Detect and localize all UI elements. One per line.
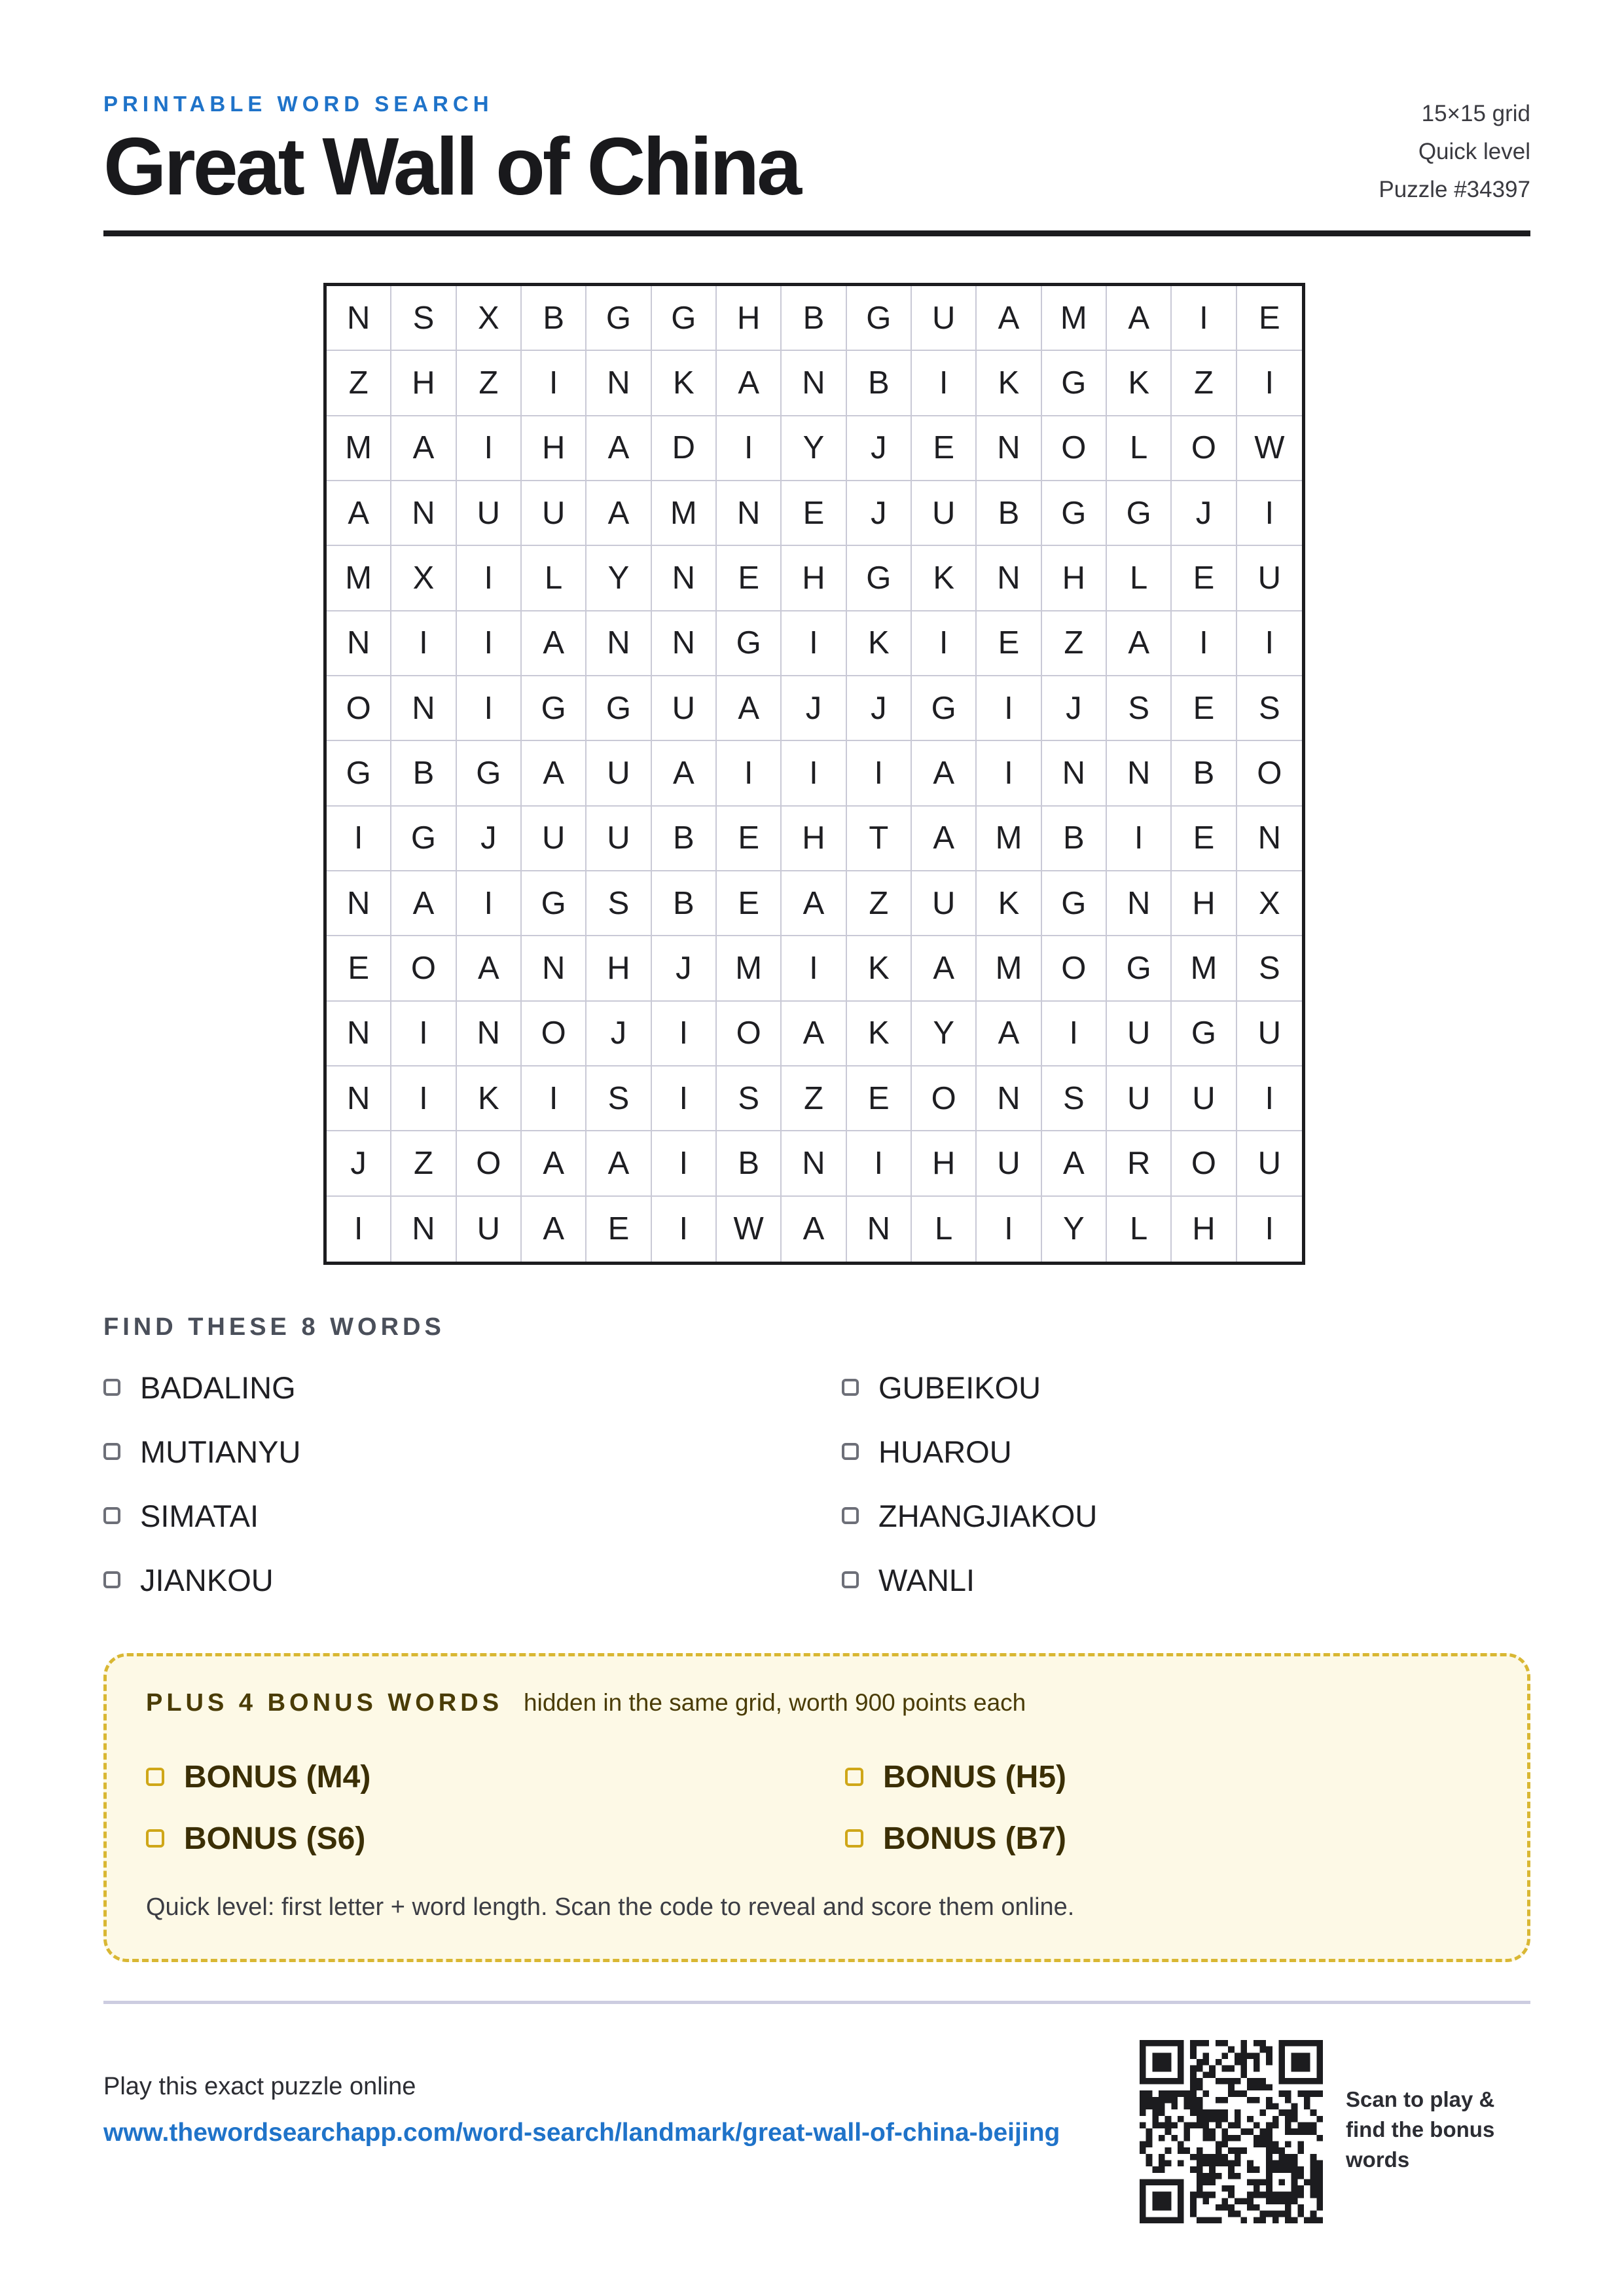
page-title: Great Wall of China bbox=[103, 122, 800, 212]
word-item[interactable] bbox=[103, 1368, 842, 1406]
grid-cell[interactable]: E bbox=[782, 481, 846, 546]
grid-cell[interactable]: H bbox=[391, 351, 456, 416]
grid-cell[interactable]: I bbox=[977, 1197, 1041, 1262]
word-item[interactable] bbox=[842, 1561, 1530, 1599]
qr-code-icon[interactable] bbox=[1140, 2040, 1323, 2223]
grid-cell[interactable]: X bbox=[457, 286, 522, 351]
grid-cell[interactable]: N bbox=[652, 546, 717, 611]
grid-cell[interactable]: K bbox=[977, 871, 1041, 936]
grid-cell[interactable]: I bbox=[847, 1131, 912, 1196]
grid-cell[interactable]: R bbox=[1107, 1131, 1172, 1196]
grid-cell[interactable]: U bbox=[1172, 1066, 1236, 1131]
grid-cell[interactable]: M bbox=[1042, 286, 1107, 351]
grid-cell[interactable]: A bbox=[977, 286, 1041, 351]
grid-cell[interactable]: I bbox=[327, 807, 391, 871]
grid-cell[interactable]: N bbox=[652, 611, 717, 676]
grid-cell[interactable]: Y bbox=[1042, 1197, 1107, 1262]
bonus-word-item[interactable] bbox=[146, 1819, 845, 1857]
grid-cell[interactable]: D bbox=[652, 416, 717, 481]
grid-cell[interactable]: L bbox=[1107, 1197, 1172, 1262]
checkbox-icon[interactable] bbox=[845, 1829, 863, 1848]
grid-cell[interactable]: A bbox=[327, 481, 391, 546]
grid-cell[interactable]: N bbox=[977, 416, 1041, 481]
grid-cell[interactable]: G bbox=[847, 546, 912, 611]
grid-cell[interactable]: G bbox=[1107, 936, 1172, 1001]
word-label: MUTIANYU bbox=[140, 1434, 301, 1469]
grid-size-label: 15×15 grid bbox=[1421, 101, 1530, 126]
grid-cell[interactable]: G bbox=[1042, 481, 1107, 546]
checkbox-icon[interactable] bbox=[842, 1571, 859, 1588]
grid-cell[interactable]: G bbox=[1042, 351, 1107, 416]
grid-cell[interactable]: Z bbox=[847, 871, 912, 936]
grid-cell[interactable]: N bbox=[522, 936, 586, 1001]
grid-cell[interactable]: U bbox=[912, 871, 977, 936]
grid-cell[interactable]: N bbox=[327, 286, 391, 351]
word-label: HUAROU bbox=[878, 1434, 1012, 1469]
grid-cell[interactable]: G bbox=[522, 676, 586, 741]
grid-cell[interactable]: U bbox=[1237, 546, 1302, 611]
grid-cell[interactable]: A bbox=[1042, 1131, 1107, 1196]
word-item[interactable] bbox=[103, 1561, 842, 1599]
grid-cell[interactable]: H bbox=[1172, 871, 1236, 936]
grid-cell[interactable]: A bbox=[977, 1002, 1041, 1066]
grid-cell[interactable]: I bbox=[391, 1066, 456, 1131]
grid-cell[interactable]: A bbox=[717, 351, 782, 416]
grid-cell[interactable]: J bbox=[847, 416, 912, 481]
grid-cell[interactable]: J bbox=[327, 1131, 391, 1196]
grid-cell[interactable]: K bbox=[977, 351, 1041, 416]
grid-cell[interactable]: N bbox=[327, 1066, 391, 1131]
grid-cell[interactable]: G bbox=[847, 286, 912, 351]
grid-cell[interactable]: N bbox=[391, 676, 456, 741]
grid-cell[interactable]: E bbox=[1237, 286, 1302, 351]
grid-cell[interactable]: N bbox=[457, 1002, 522, 1066]
grid-cell[interactable]: Z bbox=[457, 351, 522, 416]
grid-cell[interactable]: N bbox=[1237, 807, 1302, 871]
grid-cell[interactable]: Z bbox=[391, 1131, 456, 1196]
grid-cell[interactable]: K bbox=[847, 1002, 912, 1066]
grid-cell[interactable]: U bbox=[522, 481, 586, 546]
footer-divider bbox=[103, 2001, 1530, 2004]
checkbox-icon[interactable] bbox=[103, 1443, 120, 1460]
grid-cell[interactable]: I bbox=[1237, 611, 1302, 676]
grid-cell[interactable]: U bbox=[912, 286, 977, 351]
grid-cell[interactable]: E bbox=[1172, 807, 1236, 871]
grid-cell[interactable]: K bbox=[1107, 351, 1172, 416]
grid-cell[interactable]: M bbox=[717, 936, 782, 1001]
grid-cell[interactable]: G bbox=[586, 286, 651, 351]
grid-cell[interactable]: Z bbox=[1042, 611, 1107, 676]
grid-cell[interactable]: I bbox=[457, 416, 522, 481]
grid-cell[interactable]: H bbox=[1172, 1197, 1236, 1262]
grid-cell[interactable]: I bbox=[1265, 1211, 1274, 1247]
grid-cell[interactable]: A bbox=[717, 676, 782, 741]
eyebrow-label: PRINTABLE WORD SEARCH bbox=[103, 92, 494, 116]
grid-cell[interactable]: J bbox=[782, 676, 846, 741]
grid-cell[interactable]: S bbox=[1042, 1066, 1107, 1131]
grid-cell[interactable]: H bbox=[717, 286, 782, 351]
grid-cell[interactable]: Y bbox=[782, 416, 846, 481]
word-item[interactable] bbox=[103, 1497, 842, 1535]
grid-cell[interactable]: B bbox=[652, 807, 717, 871]
grid-cell[interactable]: U bbox=[586, 741, 651, 806]
grid-cell[interactable]: O bbox=[1042, 416, 1107, 481]
grid-cell[interactable]: N bbox=[977, 1066, 1041, 1131]
grid-cell[interactable]: S bbox=[717, 1066, 782, 1131]
grid-cell[interactable]: A bbox=[782, 1197, 846, 1262]
word-item[interactable] bbox=[103, 1432, 842, 1470]
grid-cell[interactable]: H bbox=[782, 546, 846, 611]
grid-cell[interactable]: H bbox=[522, 416, 586, 481]
grid-cell[interactable]: K bbox=[847, 611, 912, 676]
checkbox-icon[interactable] bbox=[842, 1443, 859, 1460]
word-label: SIMATAI bbox=[140, 1498, 259, 1533]
grid-cell[interactable]: E bbox=[717, 871, 782, 936]
grid-cell[interactable]: I bbox=[391, 611, 456, 676]
grid-cell[interactable]: M bbox=[977, 936, 1041, 1001]
grid-cell[interactable]: I bbox=[391, 1002, 456, 1066]
grid-cell[interactable]: I bbox=[1172, 286, 1236, 351]
grid-cell[interactable]: U bbox=[1237, 1131, 1302, 1196]
checkbox-icon[interactable] bbox=[842, 1379, 859, 1396]
grid-cell[interactable]: A bbox=[522, 741, 586, 806]
grid-cell[interactable]: A bbox=[522, 1197, 586, 1262]
grid-cell[interactable]: U bbox=[522, 807, 586, 871]
grid-cell[interactable]: M bbox=[1172, 936, 1236, 1001]
grid-cell[interactable]: B bbox=[847, 351, 912, 416]
grid-cell[interactable]: I bbox=[717, 416, 782, 481]
grid-cell[interactable]: I bbox=[977, 741, 1041, 806]
grid-cell[interactable]: O bbox=[912, 1066, 977, 1131]
grid-cell[interactable]: G bbox=[912, 676, 977, 741]
grid-cell[interactable]: B bbox=[652, 871, 717, 936]
grid-cell[interactable]: K bbox=[912, 546, 977, 611]
grid-cell[interactable]: J bbox=[1172, 481, 1236, 546]
grid-cell[interactable]: O bbox=[1042, 936, 1107, 1001]
grid-cell[interactable]: G bbox=[391, 807, 456, 871]
grid-cell[interactable]: E bbox=[586, 1197, 651, 1262]
word-label: BADALING bbox=[140, 1370, 296, 1405]
grid-cell[interactable]: Z bbox=[782, 1066, 846, 1131]
grid-cell[interactable]: S bbox=[586, 871, 651, 936]
grid-cell[interactable]: I bbox=[782, 741, 846, 806]
checkbox-icon[interactable] bbox=[845, 1768, 863, 1786]
grid-cell[interactable]: I bbox=[457, 676, 522, 741]
grid-cell[interactable]: O bbox=[457, 1131, 522, 1196]
grid-cell[interactable]: A bbox=[912, 936, 977, 1001]
grid-cell[interactable]: A bbox=[1107, 611, 1172, 676]
grid-cell[interactable]: I bbox=[717, 741, 782, 806]
grid-cell[interactable]: K bbox=[652, 351, 717, 416]
grid-cell[interactable]: G bbox=[327, 741, 391, 806]
grid-cell[interactable]: N bbox=[717, 481, 782, 546]
grid-cell[interactable]: E bbox=[327, 936, 391, 1001]
grid-cell[interactable]: S bbox=[1107, 676, 1172, 741]
grid-cell[interactable]: G bbox=[652, 286, 717, 351]
grid-cell[interactable]: A bbox=[586, 1131, 651, 1196]
grid-cell[interactable]: A bbox=[391, 871, 456, 936]
letter-grid[interactable] bbox=[323, 283, 1305, 1265]
word-label: ZHANGJIAKOU bbox=[878, 1498, 1098, 1533]
bonus-subtitle: hidden in the same grid, worth 900 points each bbox=[524, 1689, 1026, 1716]
bonus-word-label: BONUS (H5) bbox=[883, 1759, 1067, 1795]
grid-cell[interactable]: Z bbox=[327, 351, 391, 416]
grid-cell[interactable]: B bbox=[717, 1131, 782, 1196]
grid-cell[interactable]: A bbox=[586, 481, 651, 546]
grid-cell[interactable]: N bbox=[977, 546, 1041, 611]
grid-cell[interactable]: B bbox=[977, 481, 1041, 546]
qr-caption: Scan to play & find the bonus words bbox=[1346, 2087, 1495, 2172]
grid-cell[interactable]: I bbox=[1172, 611, 1236, 676]
grid-cell[interactable]: L bbox=[1107, 546, 1172, 611]
grid-cell[interactable]: W bbox=[1237, 416, 1302, 481]
grid-cell[interactable]: N bbox=[327, 1002, 391, 1066]
grid-cell[interactable]: I bbox=[327, 1197, 391, 1262]
grid-cell[interactable]: G bbox=[1042, 871, 1107, 936]
grid-cell[interactable]: A bbox=[522, 1131, 586, 1196]
grid-cell[interactable]: I bbox=[652, 1002, 717, 1066]
word-label: JIANKOU bbox=[140, 1562, 274, 1597]
grid-cell[interactable]: N bbox=[586, 351, 651, 416]
grid-cell[interactable]: G bbox=[1107, 481, 1172, 546]
grid-cell[interactable]: H bbox=[586, 936, 651, 1001]
grid-cell[interactable]: H bbox=[912, 1131, 977, 1196]
word-list-heading: FIND THESE 8 WORDS bbox=[103, 1313, 445, 1341]
grid-cell[interactable]: I bbox=[977, 676, 1041, 741]
grid-cell[interactable]: U bbox=[1237, 1002, 1302, 1066]
bonus-header bbox=[146, 1689, 1026, 1717]
word-item[interactable] bbox=[842, 1432, 1530, 1470]
grid-cell[interactable]: N bbox=[391, 481, 456, 546]
grid-cell[interactable]: M bbox=[977, 807, 1041, 871]
grid-cell[interactable]: O bbox=[391, 936, 456, 1001]
grid-cell[interactable]: G bbox=[1172, 1002, 1236, 1066]
word-item[interactable] bbox=[842, 1368, 1530, 1406]
grid-cell[interactable]: S bbox=[1237, 936, 1302, 1001]
grid-cell[interactable]: M bbox=[327, 416, 391, 481]
puzzle-number-label: Puzzle #34397 bbox=[1379, 177, 1530, 202]
word-label: GUBEIKOU bbox=[878, 1370, 1041, 1405]
grid-cell[interactable]: I bbox=[1237, 351, 1302, 416]
puzzle-url-link[interactable]: www.thewordsearchapp.com/word-search/landmark/great-wall-of-china-beijing bbox=[103, 2119, 1060, 2147]
checkbox-icon[interactable] bbox=[103, 1571, 120, 1588]
grid-cell[interactable]: O bbox=[717, 1002, 782, 1066]
grid-cell[interactable]: I bbox=[782, 936, 846, 1001]
grid-cell[interactable]: I bbox=[912, 351, 977, 416]
grid-cell[interactable]: U bbox=[912, 481, 977, 546]
bonus-panel bbox=[103, 1653, 1530, 1962]
grid-cell[interactable]: S bbox=[1237, 676, 1302, 741]
grid-cell[interactable]: H bbox=[782, 807, 846, 871]
grid-cell[interactable]: G bbox=[522, 871, 586, 936]
grid-cell[interactable]: N bbox=[1042, 741, 1107, 806]
grid-cell[interactable]: S bbox=[586, 1066, 651, 1131]
grid-cell[interactable]: T bbox=[847, 807, 912, 871]
grid-cell[interactable]: S bbox=[391, 286, 456, 351]
grid-cell[interactable]: Y bbox=[912, 1002, 977, 1066]
grid-cell[interactable]: O bbox=[1237, 741, 1302, 806]
grid-cell[interactable]: X bbox=[391, 546, 456, 611]
grid-cell[interactable]: M bbox=[327, 546, 391, 611]
grid-cell[interactable]: M bbox=[652, 481, 717, 546]
header-divider bbox=[103, 230, 1530, 236]
grid-cell[interactable]: E bbox=[1172, 546, 1236, 611]
grid-cell[interactable]: I bbox=[522, 1066, 586, 1131]
grid-cell[interactable]: A bbox=[782, 1002, 846, 1066]
grid-cell[interactable]: J bbox=[1042, 676, 1107, 741]
grid-cell[interactable]: E bbox=[1172, 676, 1236, 741]
grid-cell[interactable]: G bbox=[717, 611, 782, 676]
grid-cell[interactable]: I bbox=[782, 611, 846, 676]
grid-cell[interactable]: L bbox=[912, 1197, 977, 1262]
grid-cell[interactable]: I bbox=[457, 871, 522, 936]
grid-cell[interactable]: A bbox=[391, 416, 456, 481]
grid-cell[interactable]: E bbox=[977, 611, 1041, 676]
grid-cell[interactable]: I bbox=[847, 741, 912, 806]
word-list bbox=[103, 1368, 1530, 1599]
grid-cell[interactable]: I bbox=[1237, 1066, 1302, 1131]
puzzle-page bbox=[103, 0, 1530, 2296]
grid-cell[interactable]: N bbox=[782, 351, 846, 416]
grid-cell[interactable]: J bbox=[457, 807, 522, 871]
grid-cell[interactable]: K bbox=[847, 936, 912, 1001]
grid-cell[interactable]: L bbox=[522, 546, 586, 611]
grid-cell[interactable]: U bbox=[457, 481, 522, 546]
bonus-word-label: BONUS (S6) bbox=[184, 1821, 366, 1856]
grid-cell[interactable]: I bbox=[1107, 807, 1172, 871]
checkbox-icon[interactable] bbox=[842, 1507, 859, 1524]
grid-cell[interactable]: B bbox=[1172, 741, 1236, 806]
grid-cell[interactable]: A bbox=[457, 936, 522, 1001]
grid-cell[interactable]: A bbox=[1107, 286, 1172, 351]
level-label: Quick level bbox=[1418, 139, 1530, 164]
bonus-word-item[interactable] bbox=[845, 1758, 1455, 1796]
grid-cell[interactable]: I bbox=[912, 611, 977, 676]
grid-cell[interactable]: B bbox=[391, 741, 456, 806]
play-online-label: Play this exact puzzle online bbox=[103, 2073, 416, 2100]
grid-cell[interactable]: G bbox=[586, 676, 651, 741]
grid-cell[interactable]: B bbox=[522, 286, 586, 351]
grid-cell[interactable]: I bbox=[457, 611, 522, 676]
grid-cell[interactable]: E bbox=[717, 546, 782, 611]
grid-cell[interactable]: O bbox=[1172, 1131, 1236, 1196]
grid-cell[interactable]: Z bbox=[1172, 351, 1236, 416]
grid-cell[interactable]: E bbox=[912, 416, 977, 481]
grid-cell[interactable]: N bbox=[391, 1197, 456, 1262]
grid-cell[interactable]: I bbox=[1237, 481, 1302, 546]
grid-cell[interactable]: U bbox=[1107, 1002, 1172, 1066]
grid-cell[interactable]: I bbox=[652, 1066, 717, 1131]
grid-cell[interactable]: H bbox=[1042, 546, 1107, 611]
bonus-word-list bbox=[146, 1758, 1455, 1857]
grid-cell[interactable]: U bbox=[652, 676, 717, 741]
grid-cell[interactable]: A bbox=[586, 416, 651, 481]
grid-cell[interactable]: I bbox=[457, 546, 522, 611]
grid-cell[interactable]: A bbox=[912, 741, 977, 806]
grid-cell[interactable]: O bbox=[522, 1002, 586, 1066]
puzzle-meta bbox=[1379, 95, 1530, 209]
grid-cell[interactable]: N bbox=[847, 1197, 912, 1262]
grid-cell[interactable]: I bbox=[652, 1131, 717, 1196]
bonus-word-label: BONUS (M4) bbox=[184, 1759, 371, 1795]
word-item[interactable] bbox=[842, 1497, 1530, 1535]
grid-cell[interactable]: J bbox=[652, 936, 717, 1001]
grid-cell[interactable]: U bbox=[977, 1131, 1041, 1196]
grid-cell[interactable]: O bbox=[1172, 416, 1236, 481]
word-label: WANLI bbox=[878, 1562, 975, 1597]
bonus-heading: PLUS 4 BONUS WORDS bbox=[146, 1689, 503, 1717]
grid-cell[interactable]: J bbox=[847, 481, 912, 546]
grid-cell[interactable]: B bbox=[782, 286, 846, 351]
bonus-word-label: BONUS (B7) bbox=[883, 1821, 1067, 1856]
grid-cell[interactable]: N bbox=[1107, 741, 1172, 806]
grid-cell[interactable]: L bbox=[1107, 416, 1172, 481]
grid-cell[interactable]: I bbox=[1042, 1002, 1107, 1066]
bonus-word-item[interactable] bbox=[146, 1758, 845, 1796]
bonus-word-item[interactable] bbox=[845, 1819, 1455, 1857]
grid-cell[interactable]: O bbox=[327, 676, 391, 741]
grid-cell[interactable]: E bbox=[717, 807, 782, 871]
checkbox-icon[interactable] bbox=[146, 1768, 164, 1786]
checkbox-icon[interactable] bbox=[103, 1507, 120, 1524]
grid-cell[interactable]: A bbox=[912, 807, 977, 871]
grid-cell[interactable]: N bbox=[586, 611, 651, 676]
grid-cell[interactable]: K bbox=[457, 1066, 522, 1131]
grid-cell[interactable]: N bbox=[1107, 871, 1172, 936]
bonus-note: Quick level: first letter + word length. Scan the code to reveal and score them online. bbox=[146, 1893, 1075, 1921]
grid-cell[interactable]: W bbox=[717, 1197, 782, 1262]
grid-cell[interactable]: J bbox=[847, 676, 912, 741]
checkbox-icon[interactable] bbox=[103, 1379, 120, 1396]
grid-cell[interactable]: I bbox=[522, 351, 586, 416]
grid-cell[interactable]: A bbox=[522, 611, 586, 676]
grid-cell[interactable]: E bbox=[847, 1066, 912, 1131]
grid-cell[interactable]: U bbox=[586, 807, 651, 871]
grid-cell[interactable]: G bbox=[457, 741, 522, 806]
grid-cell[interactable]: N bbox=[327, 871, 391, 936]
grid-cell[interactable]: N bbox=[782, 1131, 846, 1196]
grid-cell[interactable]: B bbox=[1042, 807, 1107, 871]
grid-cell[interactable]: U bbox=[1107, 1066, 1172, 1131]
grid-cell[interactable]: A bbox=[652, 741, 717, 806]
grid-cell[interactable]: N bbox=[327, 611, 391, 676]
grid-cell[interactable]: Y bbox=[586, 546, 651, 611]
grid-cell[interactable]: J bbox=[586, 1002, 651, 1066]
grid-cell[interactable]: U bbox=[457, 1197, 522, 1262]
grid-cell[interactable]: A bbox=[782, 871, 846, 936]
grid-cell[interactable]: X bbox=[1237, 871, 1302, 936]
checkbox-icon[interactable] bbox=[146, 1829, 164, 1848]
grid-cell[interactable]: I bbox=[652, 1197, 717, 1262]
